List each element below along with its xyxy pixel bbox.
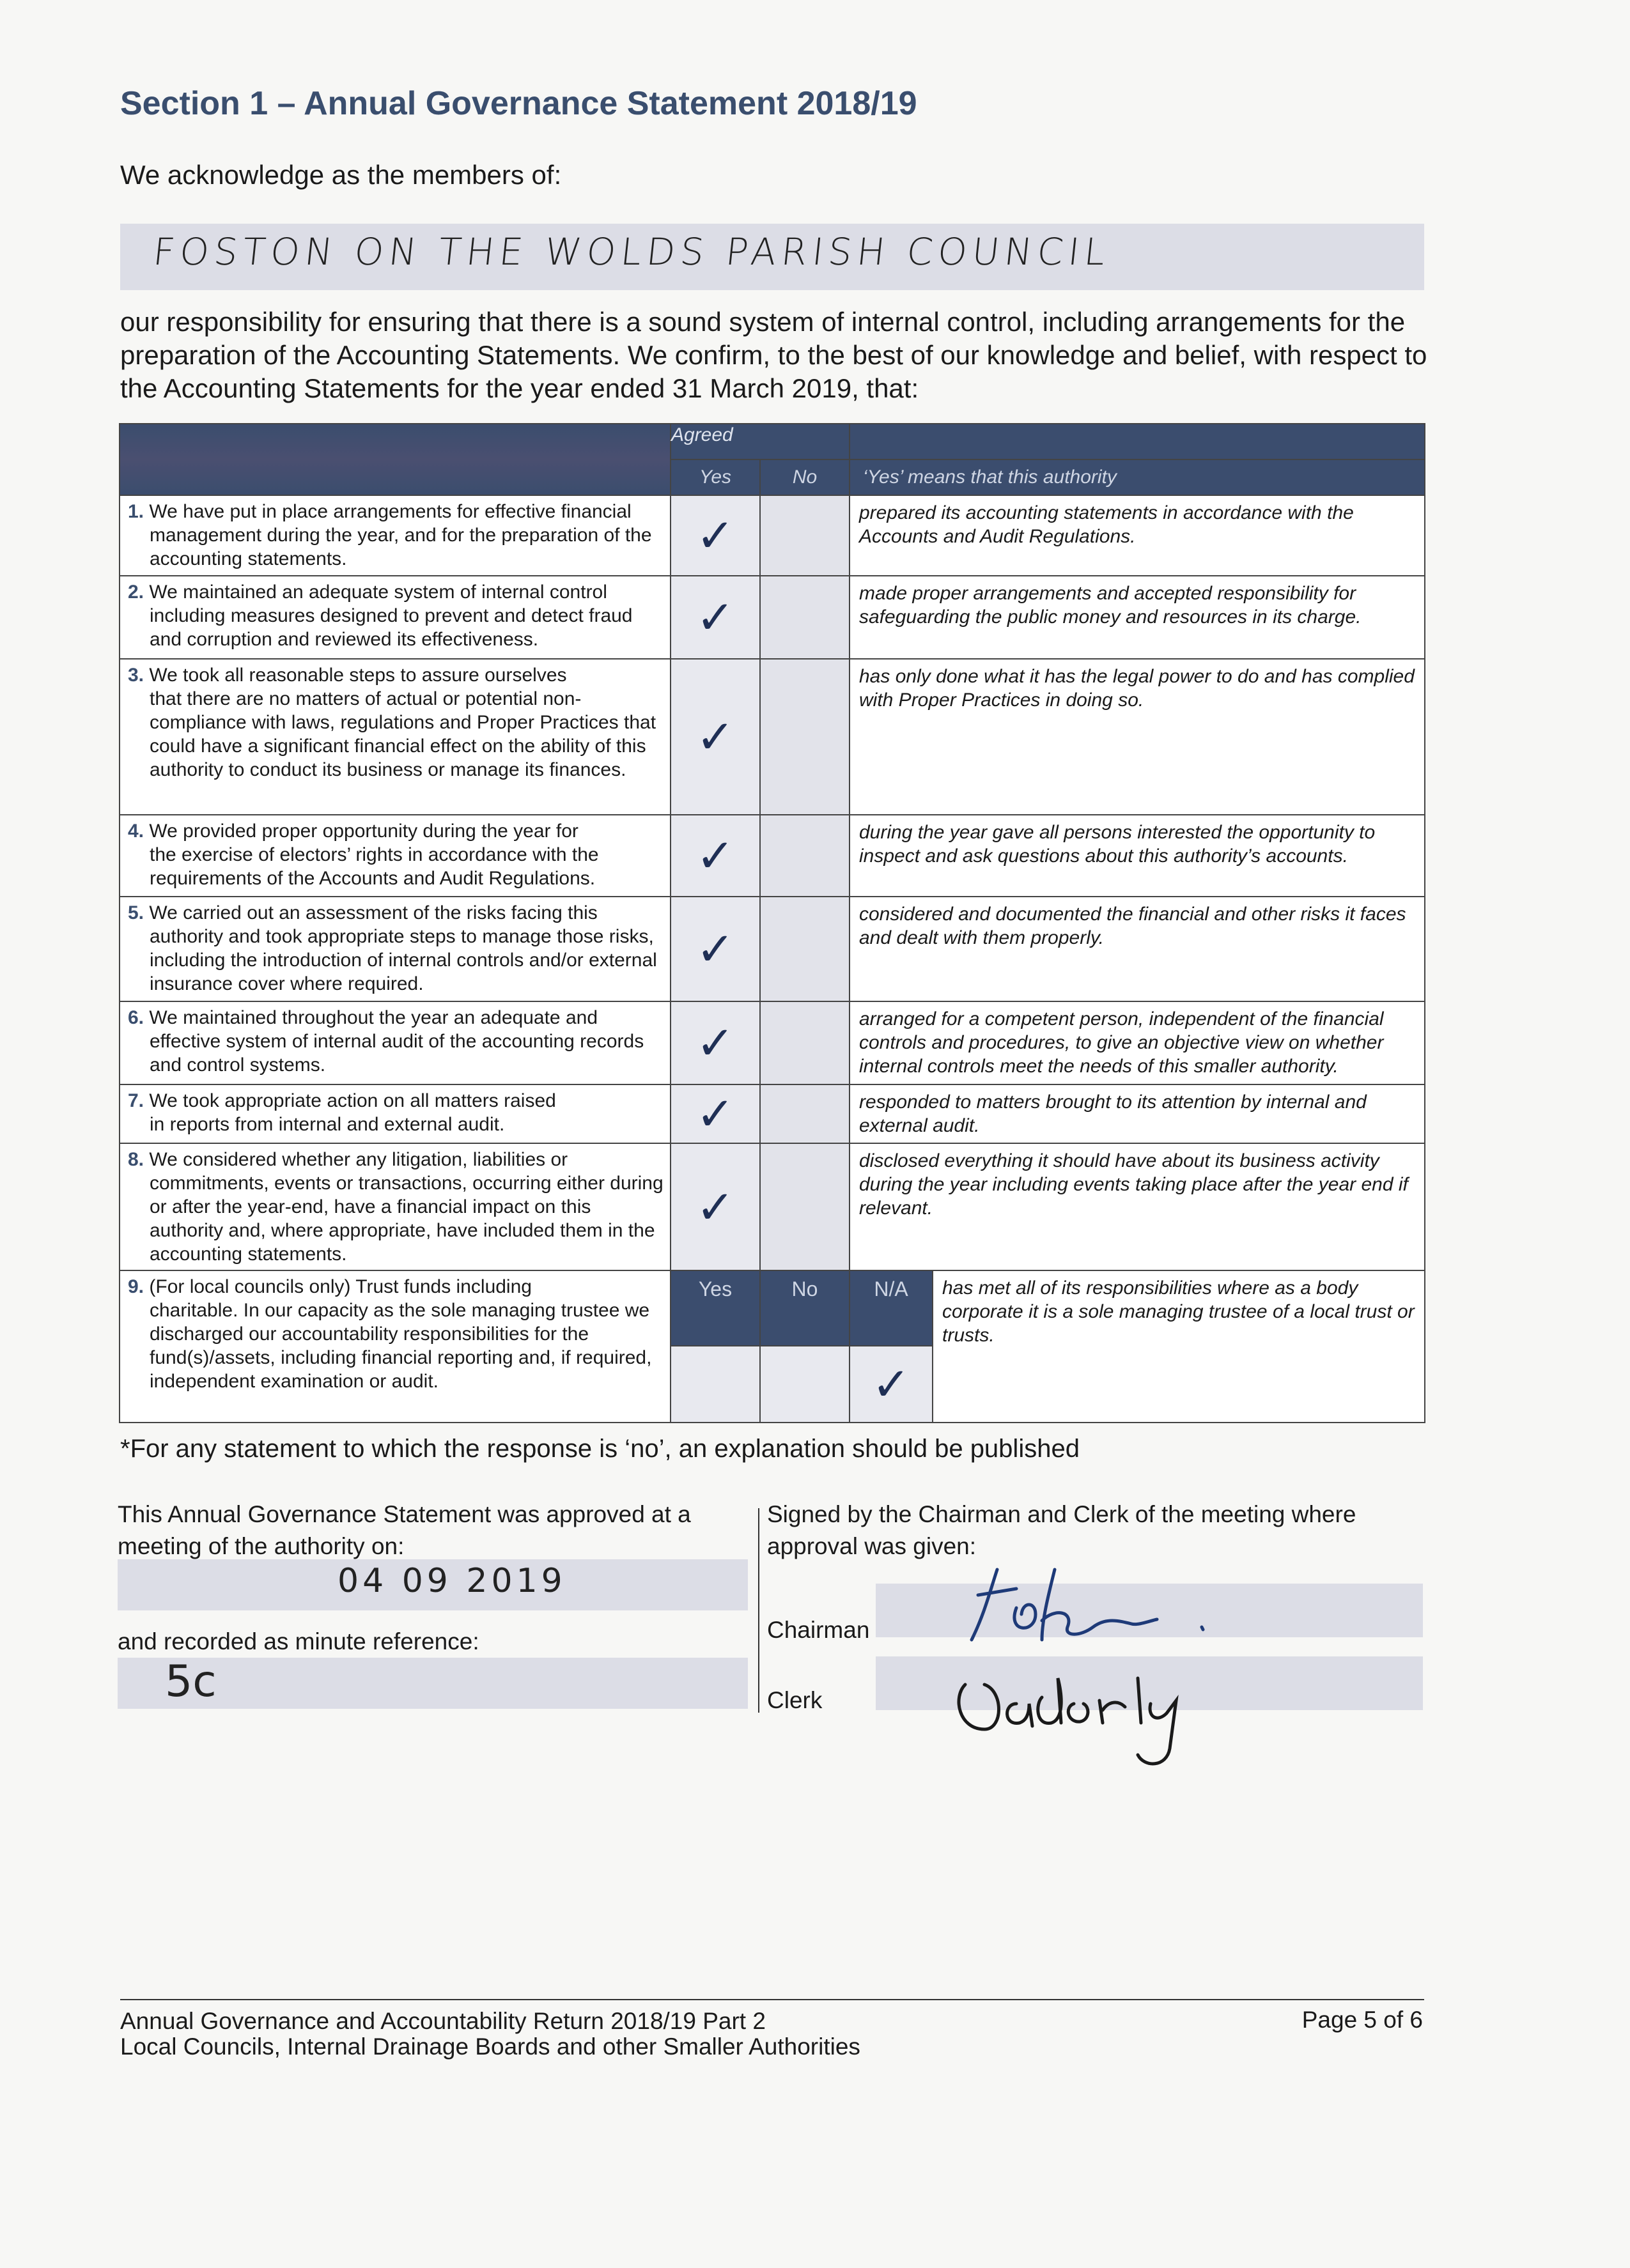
table-row bbox=[120, 815, 1425, 897]
chairman-label: Chairman bbox=[767, 1617, 870, 1643]
section-title: Section 1 – Annual Governance Statement 2018/19 bbox=[120, 85, 917, 122]
no-checkbox-6[interactable] bbox=[760, 1001, 850, 1084]
means-1: prepared its accounting statements in accordance with the Accounts and Audit Regulations. bbox=[850, 495, 1425, 576]
no-checkbox-1[interactable] bbox=[760, 495, 850, 576]
tick-mark: ✓ bbox=[695, 710, 735, 764]
tick-mark: ✓ bbox=[695, 509, 735, 562]
no-checkbox-3[interactable] bbox=[760, 659, 850, 815]
row9-yes-header: Yes bbox=[671, 1270, 760, 1346]
yes-checkbox-1[interactable] bbox=[671, 495, 760, 576]
row9-na-header: N/A bbox=[850, 1270, 933, 1346]
row9-no-header: No bbox=[760, 1270, 850, 1346]
tick-mark: ✓ bbox=[695, 829, 735, 883]
clerk-label: Clerk bbox=[767, 1687, 823, 1713]
no-checkbox-7[interactable] bbox=[760, 1084, 850, 1143]
row9-yes-checkbox[interactable] bbox=[671, 1346, 760, 1423]
no-checkbox-8[interactable] bbox=[760, 1143, 850, 1270]
minute-reference-handwritten: 5c bbox=[165, 1656, 217, 1707]
means-3: has only done what it has the legal power to do and has complied with Proper Practices in doing so. bbox=[850, 659, 1425, 815]
tick-mark: ✓ bbox=[695, 1016, 735, 1070]
table-row bbox=[120, 1001, 1425, 1084]
minute-label: and recorded as minute reference: bbox=[118, 1628, 479, 1655]
means-9: has met all of its responsibilities where as a body corporate it is a sole managing trustee of a local trust or trusts. bbox=[933, 1270, 1425, 1423]
yes-checkbox-2[interactable] bbox=[671, 576, 760, 659]
means-7: responded to matters brought to its attention by internal and external audit. bbox=[850, 1084, 1425, 1143]
means-8: disclosed everything it should have about its business activity during the year including events taking place after the year end if relevant. bbox=[850, 1143, 1425, 1270]
no-checkbox-4[interactable] bbox=[760, 815, 850, 897]
intro-paragraph: our responsibility for ensuring that there is a sound system of internal control, including arrangements for the preparation of the Accounting Statements. We confirm, to the best of our knowledge and belief, with respect to the Accounting Statements for the year ended 31 March 2019, that: bbox=[120, 307, 1427, 403]
table-row bbox=[120, 897, 1425, 1001]
yes-header: Yes bbox=[671, 459, 760, 495]
governance-table bbox=[119, 423, 1425, 1423]
page-number: Page 5 of 6 bbox=[1301, 2007, 1423, 2033]
acknowledge-text: We acknowledge as the members of: bbox=[120, 160, 562, 190]
footnote: *For any statement to which the response is ‘no’, an explanation should be published bbox=[120, 1435, 1080, 1463]
signed-text: Signed by the Chairman and Clerk of the meeting where approval was given: bbox=[767, 1501, 1356, 1559]
header-blank-right bbox=[850, 424, 1425, 459]
statement-6: 6. We maintained throughout the year an adequate and effective system of internal audit of the accounting records and control systems. bbox=[120, 1001, 671, 1084]
statement-8: 8. We considered whether any litigation, liabilities or commitments, events or transactions, occurring either during or after the year-end, have a financial impact on this authority and, where appropriate, have included them in the accounting statements. bbox=[120, 1143, 671, 1270]
chairman-signature bbox=[946, 1557, 1240, 1659]
tick-mark: ✓ bbox=[695, 922, 735, 976]
approved-text: This Annual Governance Statement was approved at a meeting of the authority on: bbox=[118, 1501, 691, 1559]
row9-no-checkbox[interactable] bbox=[760, 1346, 850, 1423]
footer-line-2: Local Councils, Internal Drainage Boards and other Smaller Authorities bbox=[120, 2033, 860, 2060]
approval-date-handwritten: 04 09 2019 bbox=[338, 1562, 566, 1600]
yes-checkbox-6[interactable] bbox=[671, 1001, 760, 1084]
table-row bbox=[120, 495, 1425, 576]
statement-3: 3. We took all reasonable steps to assure ourselves that there are no matters of actual or potential non-compliance with laws, regulations and Proper Practices that could have a significant financial effect on the ability of this authority to conduct its business or manage its finances. bbox=[120, 659, 671, 815]
table-row bbox=[120, 1143, 1425, 1270]
table-row bbox=[120, 576, 1425, 659]
means-header: ‘Yes’ means that this authority bbox=[850, 459, 1425, 495]
statement-7: 7. We took appropriate action on all matters raised in reports from internal and external audit. bbox=[120, 1084, 671, 1143]
no-checkbox-5[interactable] bbox=[760, 897, 850, 1001]
footer-line-1: Annual Governance and Accountability Return 2018/19 Part 2 bbox=[120, 2008, 766, 2034]
statement-4: 4. We provided proper opportunity during the year for the exercise of electors’ rights in accordance with the requirements of the Accounts and Audit Regulations. bbox=[120, 815, 671, 897]
tick-mark: ✓ bbox=[695, 590, 735, 644]
header-blank bbox=[120, 424, 671, 495]
statement-1: 1. We have put in place arrangements for effective financial management during the year, and for the preparation of the accounting statements. bbox=[120, 495, 671, 576]
table-row bbox=[120, 1084, 1425, 1143]
means-5: considered and documented the financial and other risks it faces and dealt with them properly. bbox=[850, 897, 1425, 1001]
means-6: arranged for a competent person, independent of the financial controls and procedures, to give an objective view on whether internal controls meet the needs of this smaller authority. bbox=[850, 1001, 1425, 1084]
table-row-9-header bbox=[120, 1270, 1425, 1346]
table-row bbox=[120, 659, 1425, 815]
tick-mark: ✓ bbox=[871, 1357, 911, 1411]
tick-mark: ✓ bbox=[695, 1180, 735, 1234]
tick-mark: ✓ bbox=[695, 1087, 735, 1141]
no-header: No bbox=[760, 459, 850, 495]
no-checkbox-2[interactable] bbox=[760, 576, 850, 659]
means-2: made proper arrangements and accepted responsibility for safeguarding the public money and resources in its charge. bbox=[850, 576, 1425, 659]
yes-checkbox-8[interactable] bbox=[671, 1143, 760, 1270]
divider bbox=[758, 1508, 759, 1713]
yes-checkbox-7[interactable] bbox=[671, 1084, 760, 1143]
means-4: during the year gave all persons interested the opportunity to inspect and ask questions about this authority’s accounts. bbox=[850, 815, 1425, 897]
yes-checkbox-5[interactable] bbox=[671, 897, 760, 1001]
authority-name-handwritten: FOSTON ON THE WOLDS PARISH COUNCIL bbox=[151, 230, 1113, 274]
row9-na-checkbox[interactable] bbox=[850, 1346, 933, 1423]
statement-5: 5. We carried out an assessment of the risks facing this authority and took appropriate steps to manage those risks, including the introduction of internal controls and/or external insurance cover where required. bbox=[120, 897, 671, 1001]
table-header-row bbox=[120, 424, 1425, 459]
statement-2: 2. We maintained an adequate system of internal control including measures designed to prevent and detect fraud and corruption and reviewed its effectiveness. bbox=[120, 576, 671, 659]
yes-checkbox-3[interactable] bbox=[671, 659, 760, 815]
agreed-header: Agreed bbox=[671, 424, 850, 459]
clerk-signature bbox=[946, 1659, 1240, 1774]
statement-9: 9. (For local councils only) Trust funds including charitable. In our capacity as the sole managing trustee we discharged our accountability responsibilities for the fund(s)/assets, including financial reporting and, if required, independent examination or audit. bbox=[120, 1270, 671, 1423]
yes-checkbox-4[interactable] bbox=[671, 815, 760, 897]
footer-divider bbox=[120, 1999, 1424, 2000]
